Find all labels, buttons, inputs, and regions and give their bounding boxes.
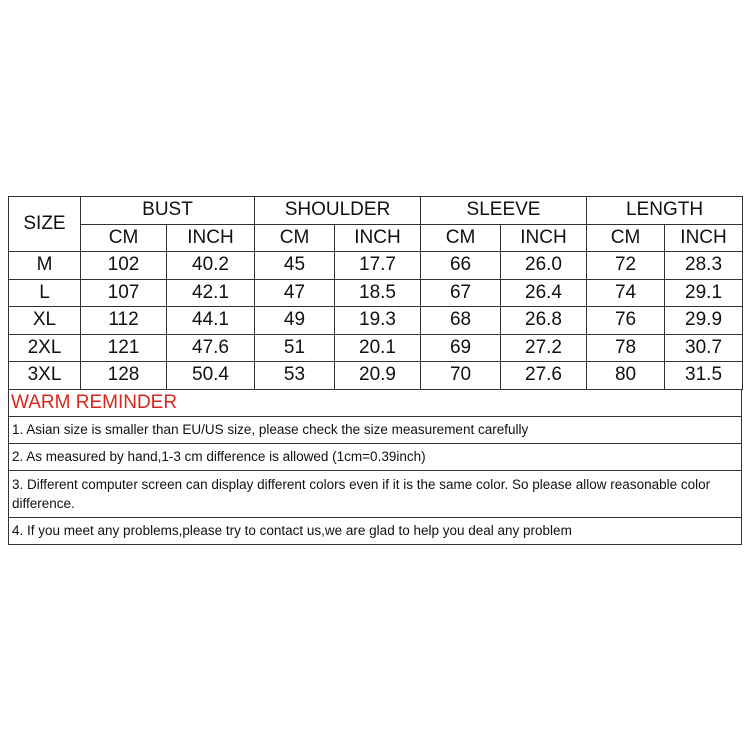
table-cell: 45 <box>255 252 335 280</box>
size-table <box>8 196 743 390</box>
group-header-sleeve: SLEEVE <box>421 197 587 225</box>
table-cell: 80 <box>587 362 665 390</box>
unit-header: INCH <box>665 224 743 252</box>
table-cell: 67 <box>421 279 501 307</box>
unit-header-row <box>9 224 743 252</box>
table-cell: 26.4 <box>501 279 587 307</box>
table-cell: 18.5 <box>335 279 421 307</box>
group-header-bust: BUST <box>81 197 255 225</box>
table-cell: 53 <box>255 362 335 390</box>
table-cell: 26.8 <box>501 307 587 335</box>
size-column-header: SIZE <box>9 197 81 252</box>
table-cell: 20.1 <box>335 334 421 362</box>
table-cell: 44.1 <box>167 307 255 335</box>
table-cell: 29.1 <box>665 279 743 307</box>
size-label: M <box>9 252 81 280</box>
group-header-shoulder: SHOULDER <box>255 197 421 225</box>
unit-header: INCH <box>167 224 255 252</box>
unit-header: CM <box>587 224 665 252</box>
table-cell: 121 <box>81 334 167 362</box>
table-cell: 26.0 <box>501 252 587 280</box>
size-label: 3XL <box>9 362 81 390</box>
table-cell: 30.7 <box>665 334 743 362</box>
reminder-notes <box>8 416 742 545</box>
size-label: L <box>9 279 81 307</box>
table-cell: 70 <box>421 362 501 390</box>
table-cell: 47 <box>255 279 335 307</box>
unit-header: CM <box>255 224 335 252</box>
table-cell: 49 <box>255 307 335 335</box>
table-row <box>9 279 743 307</box>
unit-header: CM <box>421 224 501 252</box>
table-cell: 27.2 <box>501 334 587 362</box>
table-cell: 28.3 <box>665 252 743 280</box>
table-cell: 128 <box>81 362 167 390</box>
table-cell: 42.1 <box>167 279 255 307</box>
reminder-note: 2. As measured by hand,1-3 cm difference is allowed (1cm=0.39inch) <box>9 444 741 471</box>
table-cell: 19.3 <box>335 307 421 335</box>
table-cell: 66 <box>421 252 501 280</box>
table-row <box>9 252 743 280</box>
reminder-note: 1. Asian size is smaller than EU/US size, please check the size measurement carefully <box>9 417 741 444</box>
table-cell: 102 <box>81 252 167 280</box>
reminder-note: 4. If you meet any problems,please try to contact us,we are glad to help you deal any problem <box>9 518 741 545</box>
table-cell: 74 <box>587 279 665 307</box>
unit-header: INCH <box>335 224 421 252</box>
table-cell: 78 <box>587 334 665 362</box>
table-cell: 17.7 <box>335 252 421 280</box>
table-cell: 112 <box>81 307 167 335</box>
table-cell: 31.5 <box>665 362 743 390</box>
table-cell: 69 <box>421 334 501 362</box>
table-cell: 47.6 <box>167 334 255 362</box>
table-cell: 76 <box>587 307 665 335</box>
table-cell: 20.9 <box>335 362 421 390</box>
table-row <box>9 307 743 335</box>
group-header-length: LENGTH <box>587 197 743 225</box>
table-cell: 40.2 <box>167 252 255 280</box>
table-cell: 72 <box>587 252 665 280</box>
unit-header: CM <box>81 224 167 252</box>
reminder-note: 3. Different computer screen can display different colors even if it is the same color. So please allow reasonable color difference. <box>9 471 741 518</box>
table-header-row <box>9 197 743 225</box>
table-row <box>9 334 743 362</box>
table-cell: 50.4 <box>167 362 255 390</box>
size-label: XL <box>9 307 81 335</box>
table-cell: 68 <box>421 307 501 335</box>
warm-reminder-title: WARM REMINDER <box>8 390 742 416</box>
table-row <box>9 362 743 390</box>
table-cell: 51 <box>255 334 335 362</box>
table-cell: 107 <box>81 279 167 307</box>
table-cell: 27.6 <box>501 362 587 390</box>
size-chart <box>8 196 742 545</box>
unit-header: INCH <box>501 224 587 252</box>
table-cell: 29.9 <box>665 307 743 335</box>
size-label: 2XL <box>9 334 81 362</box>
